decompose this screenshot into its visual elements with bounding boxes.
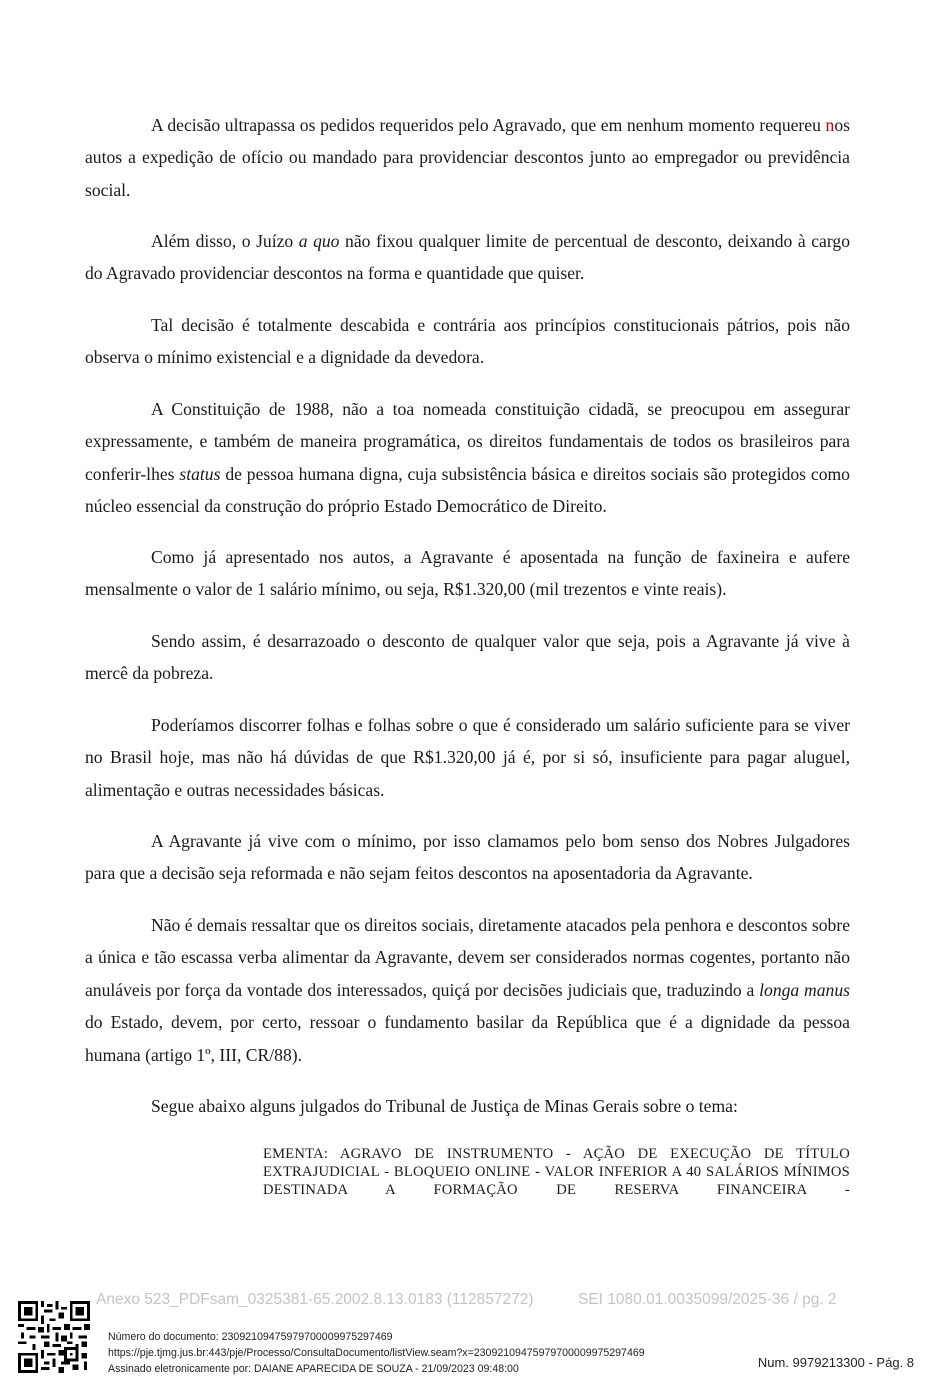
paragraph-poverty: Sendo assim, é desarrazoado o desconto de qualquer valor que seja, pois a Agravante já vive à mercê da pobreza.	[85, 631, 850, 684]
footer-document-url[interactable]: https://pje.tjmg.jus.br:443/pje/Processo/ConsultaDocumento/listView.seam?x=23092109475979700009975297469	[108, 1347, 645, 1359]
paragraph-constitution-1988: A Constituição de 1988, não a toa nomeada constituição cidadã, se preocupou em assegurar expressamente, e também de maneira programática, os direitos fundamentais de todos os brasileiros para conferir-lhes status de pessoa humana digna, cuja subsistência básica e direitos sociais são protegidos como núcleo essencial da construção do próprio Estado Democrático de Direito.	[85, 399, 850, 517]
qr-code-icon	[18, 1301, 90, 1373]
footer-signature: Assinado eletronicamente por: DAIANE APARECIDA DE SOUZA - 21/09/2023 09:48:00	[108, 1363, 519, 1375]
paragraph-unconstitutional: Tal decisão é totalmente descabida e contrária aos princípios constitucionais pátrios, pois não observa o mínimo existencial e a dignidade da devedora.	[85, 315, 850, 368]
paragraph-social-rights: Não é demais ressaltar que os direitos sociais, diretamente atacados pela penhora e descontos sobre a única e tão escassa verba alimentar da Agravante, devem ser considerados normas cogentes, portanto não anuláveis por força da vontade dos interessados, quiçá por decisões judiciais que, traduzindo a longa manus do Estado, devem, por certo, ressoar o fundamento basilar da República que é a dignidade da pessoa humana (artigo 1º, III, CR/88).	[85, 915, 850, 1065]
paragraph-appeal-judges: A Agravante já vive com o mínimo, por isso clamamos pelo bom senso dos Nobres Julgadores para que a decisão seja reformada e não sejam feitos descontos na aposentadoria da Agravante.	[85, 831, 850, 884]
watermark-sei: SEI 1080.01.0035099/2025-36 / pg. 2	[578, 1291, 837, 1308]
paragraph-minimum-wage: Poderíamos discorrer folhas e folhas sobre o que é considerado um salário suficiente para se viver no Brasil hoje, mas não há dúvidas de que R$1.320,00 já é, por si só, insuficiente para pagar aluguel, alimentação e outras necessidades básicas.	[85, 715, 850, 800]
watermark-annex: Anexo 523_PDFsam_0325381-65.2002.8.13.0183 (112857272)	[96, 1291, 534, 1308]
ementa-quote: EMENTA: AGRAVO DE INSTRUMENTO - AÇÃO DE EXECUÇÃO DE TÍTULO EXTRAJUDICIAL - BLOQUEIO ONLINE - VALOR INFERIOR A 40 SALÁRIOS MÍNIMOS DESTINADA A FORMAÇÃO DE RESERVA FINANCEIRA -	[263, 1146, 850, 1199]
paragraph-decision-exceeds: A decisão ultrapassa os pedidos requeridos pelo Agravado, que em nenhum momento requereu nos autos a expedição de ofício ou mandado para providenciar descontos junto ao empregador ou previdência social.	[85, 115, 850, 200]
paragraph-retired-income: Como já apresentado nos autos, a Agravante é aposentada na função de faxineira e aufere mensalmente o valor de 1 salário mínimo, ou seja, R$1.320,00 (mil trezentos e vinte reais).	[85, 547, 850, 600]
paragraph-judge-limit: Além disso, o Juízo a quo não fixou qualquer limite de percentual de desconto, deixando à cargo do Agravado providenciar descontos na forma e quantidade que quiser.	[85, 231, 850, 284]
footer-document-number: Número do documento: 23092109475979700009975297469	[108, 1331, 393, 1343]
paragraph-jurisprudence-intro: Segue abaixo alguns julgados do Tribunal de Justiça de Minas Gerais sobre o tema:	[151, 1096, 738, 1116]
page-number: Num. 9979213300 - Pág. 8	[757, 1355, 914, 1370]
